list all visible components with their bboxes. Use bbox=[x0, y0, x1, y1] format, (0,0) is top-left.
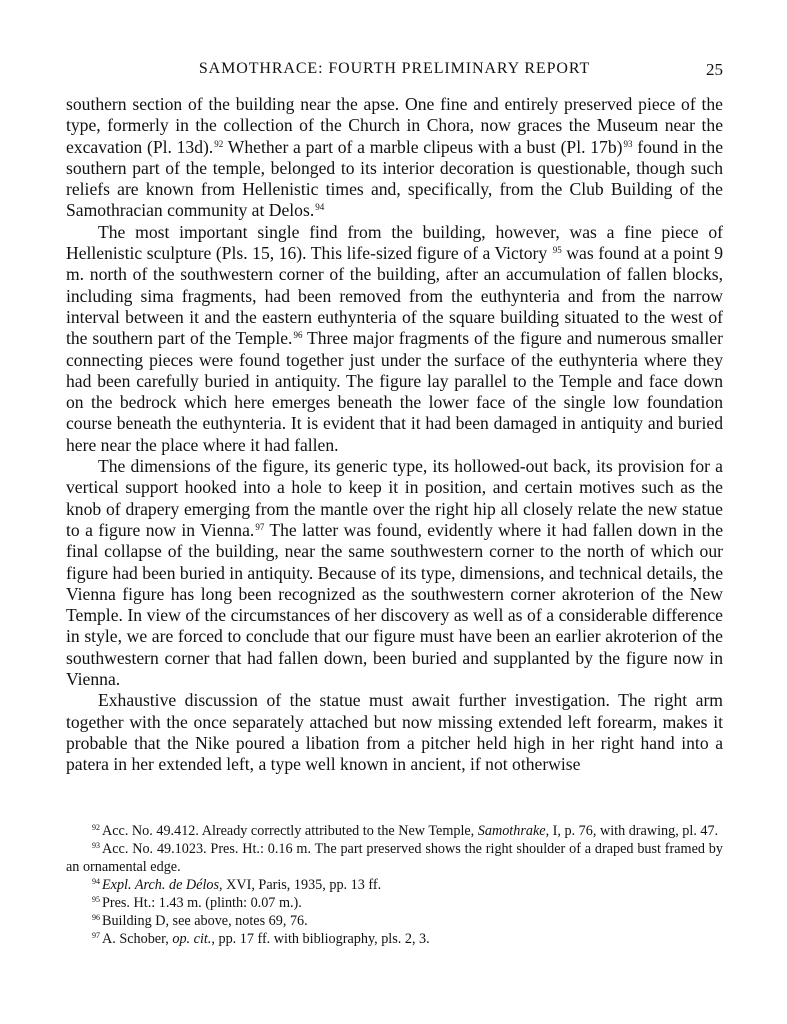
footnote-ref: 95 bbox=[552, 245, 562, 256]
text-run: Pres. Ht.: 1.43 m. (plinth: 0.07 m.). bbox=[102, 895, 302, 911]
footnote-ref: 92 bbox=[214, 138, 224, 149]
text-run: Whether a part of a marble clipeus with a bust (Pl. 17b) bbox=[223, 136, 623, 157]
footnote-number: 95 bbox=[92, 895, 100, 904]
text-run: Exhaustive discussion of the statue must await further investigation. The right arm together with the once separately attached but now missing extended left forearm, makes it probable that the Nike poured a libation from a pitcher held high in her right hand into a patera in her extended left, a type well known in ancient, if not otherwise bbox=[66, 690, 723, 775]
footnote-ref: 93 bbox=[623, 138, 633, 149]
paragraph bbox=[66, 456, 723, 690]
footnotes bbox=[66, 822, 723, 948]
paragraph bbox=[66, 222, 723, 456]
text-run: , XVI, Paris, 1935, pp. 13 ff. bbox=[219, 877, 382, 893]
footnote-number: 97 bbox=[92, 931, 100, 940]
footnote-ref: 96 bbox=[293, 330, 303, 341]
footnote bbox=[66, 822, 723, 840]
text-run: , I, p. 76, with drawing, pl. 47. bbox=[545, 823, 719, 839]
text-run: found in the southern part of the temple, belonged to its interior decoration is questionable, though such reliefs are known from Hellenistic times and, specifically, from the Club Building of the Samothracian community at Delos. bbox=[66, 136, 724, 221]
text-run: Building D, see above, notes 69, 76. bbox=[102, 913, 308, 929]
footnote bbox=[66, 930, 723, 948]
text-run: The dimensions of the figure, its generic type, its hollowed-out back, its provision for a vertical support hooked into a hole to keep it in position, and certain motives such as the knob of drapery emerging from the mantle over the right hip all closely relate the new statue to a figure now in Vienna. bbox=[66, 456, 723, 540]
text-run: Acc. No. 49.1023. Pres. Ht.: 0.16 m. The part preserved shows the right shoulder of a draped bust framed by an ornamental edge. bbox=[66, 841, 723, 875]
text-run: was found at a point 9 m. north of the southwestern corner of the building, after an accumulation of fallen blocks, including sima fragments, had been removed from the euthynteria and from the narrow interval between it and the eastern euthynteria of the square building situated to the west of the southern part of the Temple. bbox=[66, 243, 723, 349]
paragraph bbox=[66, 94, 723, 222]
footnote-ref: 94 bbox=[315, 202, 325, 213]
footnote bbox=[66, 894, 723, 912]
text-run: A. Schober, bbox=[102, 931, 173, 947]
paragraph bbox=[66, 690, 723, 775]
footnote-ref: 97 bbox=[255, 521, 265, 532]
body-text bbox=[66, 94, 723, 776]
text-run: Three major fragments of the figure and numerous smaller connecting pieces were found together just under the surface of the euthynteria where they had been carefully buried in antiquity. The figure lay parallel to the Temple and face down on the bedrock which here emerges beneath the lower face of the single low foundation course beneath the euthynteria. It is evident that it had been damaged in antiquity and buried here near the place where it had fallen. bbox=[66, 328, 723, 455]
text-run: , pp. 17 ff. with bibliography, pls. 2, 3. bbox=[211, 931, 430, 947]
footnote-number: 96 bbox=[92, 913, 100, 922]
page-number: 25 bbox=[706, 60, 723, 79]
italic-text: Samothrake bbox=[477, 823, 546, 839]
footnote-number: 92 bbox=[92, 823, 100, 832]
footnote bbox=[66, 840, 723, 876]
footnote bbox=[66, 876, 723, 894]
text-run: southern section of the building near the apse. One fine and entirely preserved piece of the type, formerly in the collection of the Church in Chora, now graces the Museum near the excavation (Pl. 13d). bbox=[66, 94, 723, 157]
text-run: The most important single find from the building, however, was a fine piece of Hellenistic sculpture (Pls. 15, 16). This life-sized figure of a Victory bbox=[66, 221, 723, 264]
italic-text: op. cit. bbox=[172, 931, 212, 947]
italic-text: Expl. Arch. de Délos bbox=[102, 877, 220, 893]
text-run: Acc. No. 49.412. Already correctly attributed to the New Temple, bbox=[102, 823, 478, 839]
footnote bbox=[66, 912, 723, 930]
running-head: SAMOTHRACE: FOURTH PRELIMINARY REPORT bbox=[198, 60, 591, 77]
page-header bbox=[66, 58, 723, 82]
footnote-number: 94 bbox=[92, 877, 100, 886]
text-run: The latter was found, evidently where it had fallen down in the final collapse of the building, near the same southwestern corner to the north of which our figure had been buried in antiquity. Because of its type, dimensions, and technical details, the Vienna figure has long been recognized as the southwestern corner akroterion of the New Temple. In view of the circumstances of her discovery as well as of a considerable difference in style, we are forced to conclude that our figure must have been an earlier akroterion of the southwestern corner that had fallen down, been buried and supplanted by the figure now in Vienna. bbox=[66, 519, 724, 690]
footnote-number: 93 bbox=[92, 841, 100, 850]
